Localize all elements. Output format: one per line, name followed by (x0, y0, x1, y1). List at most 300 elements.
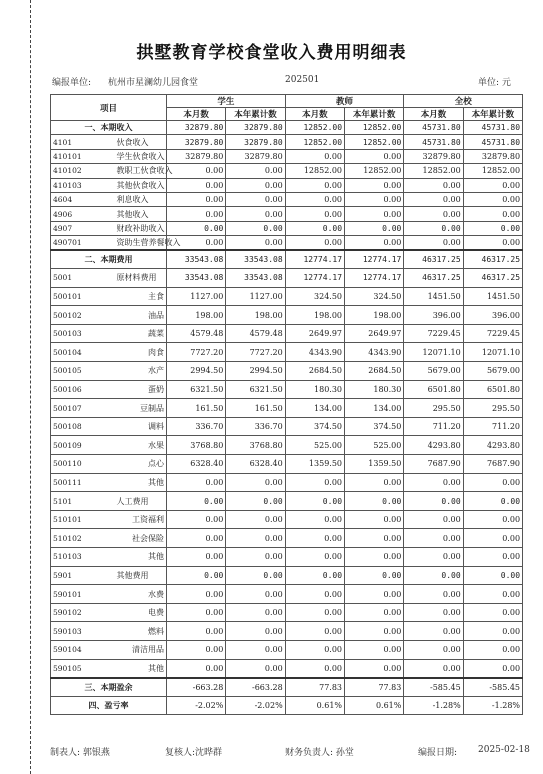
amount-cell: 45731.80 (404, 121, 463, 135)
amount-cell: 1451.50 (404, 287, 463, 306)
table-row (51, 135, 523, 149)
account-code: 590102 (51, 603, 111, 622)
account-name: 豆制品 (111, 399, 167, 418)
amount-cell: 2994.50 (226, 362, 285, 381)
amount-cell: 0.00 (345, 221, 404, 235)
account-name: 社会保险 (111, 529, 167, 548)
amount-cell: 0.00 (404, 207, 463, 221)
amount-cell: 0.00 (404, 473, 463, 492)
section-label: 四、盈亏率 (51, 696, 167, 715)
amount-cell: 0.00 (463, 659, 522, 678)
account-name: 燃料 (111, 622, 167, 641)
account-code: 500111 (51, 473, 111, 492)
table-row (51, 221, 523, 235)
unit-name: 杭州市星澜幼儿园食堂 (108, 78, 199, 88)
amount-cell: 7727.20 (167, 343, 226, 362)
amount-cell: 0.00 (226, 221, 285, 235)
table-row (51, 436, 523, 455)
table-row (51, 192, 523, 206)
section-label: 一、本期收入 (51, 121, 167, 135)
amount-cell: 4293.80 (404, 436, 463, 455)
table-row (51, 362, 523, 381)
table-row (51, 343, 523, 362)
amount-cell: 0.00 (345, 548, 404, 567)
amount-cell: 0.00 (226, 178, 285, 192)
amount-cell: 0.00 (463, 473, 522, 492)
amount-cell: 0.00 (226, 510, 285, 529)
amount-cell: 0.00 (167, 192, 226, 206)
amount-cell: 336.70 (167, 417, 226, 436)
account-code: 500101 (51, 287, 111, 306)
amount-cell: 33543.08 (167, 250, 226, 269)
amount-cell: 0.00 (167, 566, 226, 585)
amount-cell: 12852.00 (404, 164, 463, 178)
date-label: 编报日期: (418, 748, 458, 758)
account-name: 其他 (111, 548, 167, 567)
amount-cell: 0.00 (167, 236, 226, 250)
account-code: 590104 (51, 640, 111, 659)
account-name: 蛋奶 (111, 380, 167, 399)
account-name: 资助生营养餐收入 (111, 236, 167, 250)
amount-cell: 46317.25 (463, 250, 522, 269)
amount-cell: 0.00 (226, 473, 285, 492)
amount-cell: 77.83 (345, 678, 404, 697)
amount-cell: 4293.80 (463, 436, 522, 455)
account-name: 利息收入 (111, 192, 167, 206)
section-label: 三、本期盈余 (51, 678, 167, 697)
amount-cell: 0.00 (404, 659, 463, 678)
amount-cell: 1359.50 (285, 455, 344, 474)
amount-cell: 0.61% (285, 696, 344, 715)
table-row (51, 603, 523, 622)
amount-cell: 0.00 (463, 622, 522, 641)
amount-cell: 0.00 (226, 640, 285, 659)
amount-cell: 374.50 (285, 417, 344, 436)
table-row (51, 306, 523, 325)
amount-cell: 198.00 (345, 306, 404, 325)
amount-cell: 0.00 (226, 164, 285, 178)
subheader-month: 本月数 (167, 108, 226, 121)
amount-cell: 0.00 (345, 192, 404, 206)
amount-cell: 12852.00 (345, 121, 404, 135)
table-row (51, 399, 523, 418)
amount-cell: 5679.00 (463, 362, 522, 381)
amount-cell: 525.00 (345, 436, 404, 455)
amount-cell: 0.00 (285, 492, 344, 511)
amount-cell: 2684.50 (345, 362, 404, 381)
account-name: 水产 (111, 362, 167, 381)
amount-cell: 0.00 (167, 207, 226, 221)
table-row (51, 178, 523, 192)
amount-cell: 0.00 (345, 207, 404, 221)
account-code: 5101 (51, 492, 111, 511)
amount-cell: 0.00 (463, 221, 522, 235)
amount-cell: -585.45 (463, 678, 522, 697)
amount-cell: 0.00 (167, 603, 226, 622)
amount-cell: 32879.80 (226, 135, 285, 149)
group-header-students: 学生 (167, 95, 286, 108)
amount-cell: 198.00 (167, 306, 226, 325)
amount-cell: 0.00 (226, 529, 285, 548)
account-name: 点心 (111, 455, 167, 474)
amount-cell: 0.00 (463, 207, 522, 221)
amount-cell: 0.00 (285, 566, 344, 585)
amount-cell: 0.00 (404, 178, 463, 192)
amount-cell: 0.00 (226, 622, 285, 641)
amount-cell: 336.70 (226, 417, 285, 436)
report-title: 拱墅教育学校食堂收入费用明细表 (136, 43, 407, 63)
amount-cell: 180.30 (285, 380, 344, 399)
amount-cell: 3768.80 (167, 436, 226, 455)
account-code: 500106 (51, 380, 111, 399)
amount-cell: 12071.10 (404, 343, 463, 362)
reviewer: 复核人:沈晔群 (165, 748, 223, 758)
amount-cell: 396.00 (463, 306, 522, 325)
table-row (51, 548, 523, 567)
amount-cell: 0.00 (167, 221, 226, 235)
table-body (51, 121, 523, 715)
amount-cell: 0.00 (167, 473, 226, 492)
table-row (51, 324, 523, 343)
amount-cell: 0.00 (404, 510, 463, 529)
amount-cell: 0.00 (285, 585, 344, 604)
amount-cell: 0.00 (345, 622, 404, 641)
amount-cell: 711.20 (404, 417, 463, 436)
amount-cell: 0.00 (226, 603, 285, 622)
amount-cell: 0.00 (463, 640, 522, 659)
amount-cell: 0.00 (226, 236, 285, 250)
amount-cell: 32879.80 (404, 149, 463, 163)
amount-cell: 12852.00 (345, 164, 404, 178)
amount-cell: 0.00 (285, 548, 344, 567)
group-header-teachers: 教师 (285, 95, 404, 108)
account-code: 510102 (51, 529, 111, 548)
amount-cell: 0.00 (463, 603, 522, 622)
account-name: 教职工伙食收入 (111, 164, 167, 178)
amount-cell: 374.50 (345, 417, 404, 436)
account-code: 590105 (51, 659, 111, 678)
amount-cell: 1451.50 (463, 287, 522, 306)
amount-cell: 396.00 (404, 306, 463, 325)
account-name: 学生伙食收入 (111, 149, 167, 163)
amount-cell: 180.30 (345, 380, 404, 399)
table-row (51, 207, 523, 221)
amount-cell: 0.00 (285, 178, 344, 192)
amount-cell: 3768.80 (226, 436, 285, 455)
amount-cell: 161.50 (167, 399, 226, 418)
amount-cell: 0.00 (226, 659, 285, 678)
amount-cell: 7687.90 (463, 455, 522, 474)
account-code: 590101 (51, 585, 111, 604)
amount-cell: 46317.25 (404, 269, 463, 288)
amount-cell: 0.00 (226, 566, 285, 585)
account-name: 油品 (111, 306, 167, 325)
account-code: 590103 (51, 622, 111, 641)
account-code: 4604 (51, 192, 111, 206)
table-row (51, 529, 523, 548)
account-name: 其他费用 (111, 566, 167, 585)
amount-cell: 0.00 (285, 510, 344, 529)
amount-cell: 6501.80 (463, 380, 522, 399)
currency-unit: 单位: 元 (478, 78, 511, 88)
account-code: 500104 (51, 343, 111, 362)
amount-cell: 0.00 (285, 622, 344, 641)
unit-label: 编报单位: (52, 78, 92, 88)
account-code: 510103 (51, 548, 111, 567)
table-row (51, 678, 523, 697)
amount-cell: 2649.97 (345, 324, 404, 343)
amount-cell: 46317.25 (463, 269, 522, 288)
amount-cell: 0.00 (167, 510, 226, 529)
amount-cell: 32879.80 (167, 149, 226, 163)
account-code: 500103 (51, 324, 111, 343)
amount-cell: 0.00 (226, 585, 285, 604)
amount-cell: 0.00 (404, 548, 463, 567)
account-name: 电费 (111, 603, 167, 622)
table-row (51, 164, 523, 178)
amount-cell: 1127.00 (167, 287, 226, 306)
amount-cell: 2684.50 (285, 362, 344, 381)
table-row (51, 417, 523, 436)
amount-cell: 0.00 (345, 603, 404, 622)
amount-cell: 0.00 (463, 548, 522, 567)
finance-officer: 财务负责人: 孙堂 (285, 748, 354, 758)
table-row (51, 510, 523, 529)
amount-cell: 7727.20 (226, 343, 285, 362)
expense-table (50, 94, 523, 715)
account-code: 410102 (51, 164, 111, 178)
amount-cell: 6501.80 (404, 380, 463, 399)
amount-cell: 45731.80 (463, 135, 522, 149)
amount-cell: 0.00 (285, 659, 344, 678)
account-code: 410103 (51, 178, 111, 192)
amount-cell: 12852.00 (463, 164, 522, 178)
amount-cell: 12852.00 (285, 164, 344, 178)
section-label: 二、本期费用 (51, 250, 167, 269)
amount-cell: 33543.08 (226, 269, 285, 288)
amount-cell: 0.00 (345, 236, 404, 250)
amount-cell: 12774.17 (345, 250, 404, 269)
amount-cell: 4343.90 (285, 343, 344, 362)
report-date: 2025-02-18 (478, 745, 530, 755)
amount-cell: 0.00 (167, 164, 226, 178)
amount-cell: -2.02% (226, 696, 285, 715)
amount-cell: 711.20 (463, 417, 522, 436)
amount-cell: 2649.97 (285, 324, 344, 343)
subheader-ytd: 本年累计数 (226, 108, 285, 121)
table-row (51, 566, 523, 585)
amount-cell: 161.50 (226, 399, 285, 418)
amount-cell: 32879.80 (226, 121, 285, 135)
account-name: 肉食 (111, 343, 167, 362)
amount-cell: 0.00 (463, 510, 522, 529)
amount-cell: 4343.90 (345, 343, 404, 362)
amount-cell: 0.00 (404, 529, 463, 548)
preparer: 制表人: 郭银燕 (50, 748, 110, 758)
account-name: 原材料费用 (111, 269, 167, 288)
table-row (51, 622, 523, 641)
amount-cell: 0.00 (463, 566, 522, 585)
amount-cell: 0.00 (404, 603, 463, 622)
account-name: 伙食收入 (111, 135, 167, 149)
account-name: 其他 (111, 659, 167, 678)
account-code: 500110 (51, 455, 111, 474)
account-code: 500109 (51, 436, 111, 455)
amount-cell: 0.00 (167, 659, 226, 678)
amount-cell: 0.00 (404, 236, 463, 250)
amount-cell: 295.50 (463, 399, 522, 418)
account-code: 500102 (51, 306, 111, 325)
amount-cell: 0.00 (404, 566, 463, 585)
amount-cell: 0.00 (167, 585, 226, 604)
amount-cell: 0.00 (463, 585, 522, 604)
table-row (51, 149, 523, 163)
amount-cell: 0.00 (226, 192, 285, 206)
account-name: 水费 (111, 585, 167, 604)
table-row (51, 696, 523, 715)
amount-cell: 0.00 (345, 178, 404, 192)
amount-cell: 0.00 (226, 548, 285, 567)
amount-cell: 0.00 (167, 529, 226, 548)
amount-cell: 134.00 (345, 399, 404, 418)
account-name: 调料 (111, 417, 167, 436)
amount-cell: -663.28 (226, 678, 285, 697)
amount-cell: 6328.40 (167, 455, 226, 474)
amount-cell: 198.00 (226, 306, 285, 325)
amount-cell: 0.00 (167, 178, 226, 192)
amount-cell: 77.83 (285, 678, 344, 697)
amount-cell: 0.00 (463, 192, 522, 206)
table-row (51, 236, 523, 250)
account-name: 其他伙食收入 (111, 178, 167, 192)
account-name: 清洁用品 (111, 640, 167, 659)
amount-cell: -1.28% (463, 696, 522, 715)
amount-cell: 0.00 (167, 622, 226, 641)
amount-cell: 4579.48 (226, 324, 285, 343)
amount-cell: 0.00 (285, 640, 344, 659)
account-name: 其他 (111, 473, 167, 492)
amount-cell: 525.00 (285, 436, 344, 455)
amount-cell: 0.00 (226, 492, 285, 511)
amount-cell: 45731.80 (404, 135, 463, 149)
amount-cell: 12774.17 (345, 269, 404, 288)
amount-cell: 12852.00 (345, 135, 404, 149)
report-period: 202501 (285, 75, 320, 85)
amount-cell: 0.00 (167, 548, 226, 567)
account-code: 5901 (51, 566, 111, 585)
amount-cell: 0.00 (285, 149, 344, 163)
amount-cell: 0.00 (285, 603, 344, 622)
amount-cell: 0.00 (404, 585, 463, 604)
account-code: 500105 (51, 362, 111, 381)
amount-cell: 134.00 (285, 399, 344, 418)
amount-cell: 12071.10 (463, 343, 522, 362)
table-row (51, 380, 523, 399)
group-header-school: 全校 (404, 95, 523, 108)
table-row (51, 250, 523, 269)
account-code: 510101 (51, 510, 111, 529)
amount-cell: 0.00 (345, 510, 404, 529)
amount-cell: -585.45 (404, 678, 463, 697)
amount-cell: 7687.90 (404, 455, 463, 474)
amount-cell: 5679.00 (404, 362, 463, 381)
amount-cell: 6321.50 (167, 380, 226, 399)
account-name: 水果 (111, 436, 167, 455)
amount-cell: 0.00 (285, 192, 344, 206)
account-code: 500107 (51, 399, 111, 418)
amount-cell: 1127.00 (226, 287, 285, 306)
amount-cell: 32879.80 (226, 149, 285, 163)
binding-margin-line (30, 0, 31, 774)
amount-cell: 45731.80 (463, 121, 522, 135)
amount-cell: 0.00 (345, 149, 404, 163)
amount-cell: 0.00 (463, 529, 522, 548)
amount-cell: 33543.08 (226, 250, 285, 269)
amount-cell: 7229.45 (404, 324, 463, 343)
amount-cell: -663.28 (167, 678, 226, 697)
amount-cell: 0.00 (404, 192, 463, 206)
amount-cell: 12852.00 (285, 135, 344, 149)
amount-cell: 0.61% (345, 696, 404, 715)
amount-cell: 0.00 (285, 529, 344, 548)
amount-cell: 0.00 (167, 492, 226, 511)
amount-cell: 6328.40 (226, 455, 285, 474)
account-name: 其他收入 (111, 207, 167, 221)
amount-cell: 0.00 (226, 207, 285, 221)
amount-cell: 0.00 (345, 566, 404, 585)
table-row (51, 659, 523, 678)
amount-cell: 324.50 (285, 287, 344, 306)
amount-cell: 0.00 (345, 659, 404, 678)
amount-cell: 0.00 (285, 473, 344, 492)
amount-cell: 0.00 (285, 207, 344, 221)
amount-cell: 7229.45 (463, 324, 522, 343)
amount-cell: 2994.50 (167, 362, 226, 381)
amount-cell: 12774.17 (285, 250, 344, 269)
subheader-ytd: 本年累计数 (345, 108, 404, 121)
amount-cell: 0.00 (345, 529, 404, 548)
account-code: 500108 (51, 417, 111, 436)
account-name: 主食 (111, 287, 167, 306)
amount-cell: 33543.08 (167, 269, 226, 288)
amount-cell: 0.00 (404, 622, 463, 641)
amount-cell: 0.00 (463, 236, 522, 250)
amount-cell: 0.00 (463, 178, 522, 192)
subheader-month: 本月数 (404, 108, 463, 121)
account-code: 5001 (51, 269, 111, 288)
amount-cell: 46317.25 (404, 250, 463, 269)
amount-cell: 0.00 (285, 236, 344, 250)
amount-cell: 295.50 (404, 399, 463, 418)
amount-cell: 0.00 (463, 492, 522, 511)
account-name: 工资福利 (111, 510, 167, 529)
table-row (51, 269, 523, 288)
account-code: 4906 (51, 207, 111, 221)
amount-cell: 12774.17 (285, 269, 344, 288)
amount-cell: 6321.50 (226, 380, 285, 399)
table-row (51, 287, 523, 306)
amount-cell: 32879.80 (463, 149, 522, 163)
table-row (51, 640, 523, 659)
amount-cell: 12852.00 (285, 121, 344, 135)
amount-cell: 0.00 (345, 640, 404, 659)
amount-cell: 0.00 (404, 221, 463, 235)
table-row (51, 455, 523, 474)
account-code: 410101 (51, 149, 111, 163)
subheader-month: 本月数 (285, 108, 344, 121)
amount-cell: 324.50 (345, 287, 404, 306)
table-row (51, 492, 523, 511)
